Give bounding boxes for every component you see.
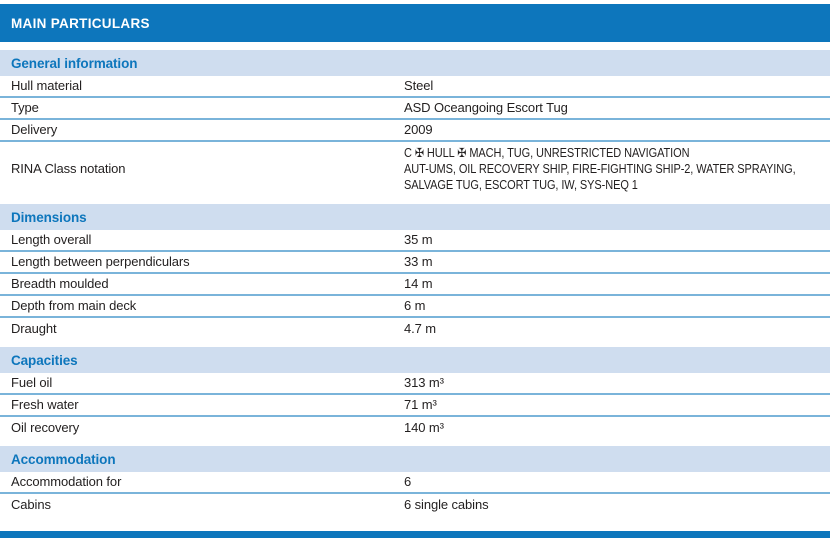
row-label: Cabins	[11, 496, 51, 512]
row-label: Depth from main deck	[11, 298, 137, 313]
row-value: ASD Oceangoing Escort Tug	[404, 100, 568, 115]
section-rows-accommodation	[0, 472, 830, 515]
section-heading-accommodation	[0, 446, 830, 472]
table-row	[0, 252, 830, 274]
table-row	[0, 373, 830, 395]
row-label: Length overall	[11, 232, 92, 247]
section-rows-capacities	[0, 373, 830, 438]
row-label: Hull material	[11, 78, 82, 93]
class-notation-line: SALVAGE TUG, ESCORT TUG, IW, SYS-NEQ 1	[404, 178, 638, 192]
row-value: 33 m	[404, 254, 433, 269]
row-label: Breadth moulded	[11, 276, 109, 291]
row-value: Steel	[404, 78, 434, 93]
section-heading-label: Dimensions	[11, 209, 87, 225]
section-rows-general-information	[0, 76, 830, 196]
row-label: Fresh water	[11, 397, 79, 412]
section-heading-capacities	[0, 347, 830, 373]
table-row	[0, 230, 830, 252]
table-row	[0, 494, 830, 515]
table-row	[0, 274, 830, 296]
class-notation-line: C ✠ HULL ✠ MACH, TUG, UNRESTRICTED NAVIGATION	[404, 146, 690, 160]
row-label: Type	[11, 100, 39, 115]
section-heading-label: Accommodation	[11, 451, 116, 467]
section-heading-dimensions	[0, 204, 830, 230]
row-value: 14 m	[404, 276, 433, 291]
row-label: RINA Class notation	[11, 161, 126, 176]
table-row	[0, 142, 830, 196]
class-notation-line: AUT-UMS, OIL RECOVERY SHIP, FIRE-FIGHTING SHIP-2, WATER SPRAYING,	[404, 162, 796, 176]
table-footer-bar	[0, 531, 830, 538]
table-row	[0, 417, 830, 438]
row-label: Fuel oil	[11, 375, 53, 390]
row-value: 140 m³	[404, 419, 444, 435]
section-heading-label: General information	[11, 55, 138, 71]
page-title: MAIN PARTICULARS	[11, 15, 150, 31]
section-heading-general-information	[0, 50, 830, 76]
row-value: 313 m³	[404, 375, 444, 390]
row-value: 2009	[404, 122, 433, 137]
table-row	[0, 318, 830, 339]
table-row	[0, 98, 830, 120]
row-value: 6 m	[404, 298, 426, 313]
row-label: Length between perpendiculars	[11, 254, 190, 269]
row-label: Oil recovery	[11, 419, 80, 435]
table-row	[0, 120, 830, 142]
table-row	[0, 296, 830, 318]
row-value: 35 m	[404, 232, 433, 247]
table-title-bar	[0, 4, 830, 42]
row-label: Accommodation for	[11, 474, 122, 489]
row-value	[404, 145, 830, 193]
section-heading-label: Capacities	[11, 352, 78, 368]
row-value: 4.7 m	[404, 320, 437, 336]
table-row	[0, 76, 830, 98]
row-label: Delivery	[11, 122, 58, 137]
section-rows-dimensions	[0, 230, 830, 339]
row-value: 6	[404, 474, 412, 489]
table-row	[0, 472, 830, 494]
row-label: Draught	[11, 320, 57, 336]
table-row	[0, 395, 830, 417]
row-value: 71 m³	[404, 397, 437, 412]
row-value: 6 single cabins	[404, 496, 489, 512]
